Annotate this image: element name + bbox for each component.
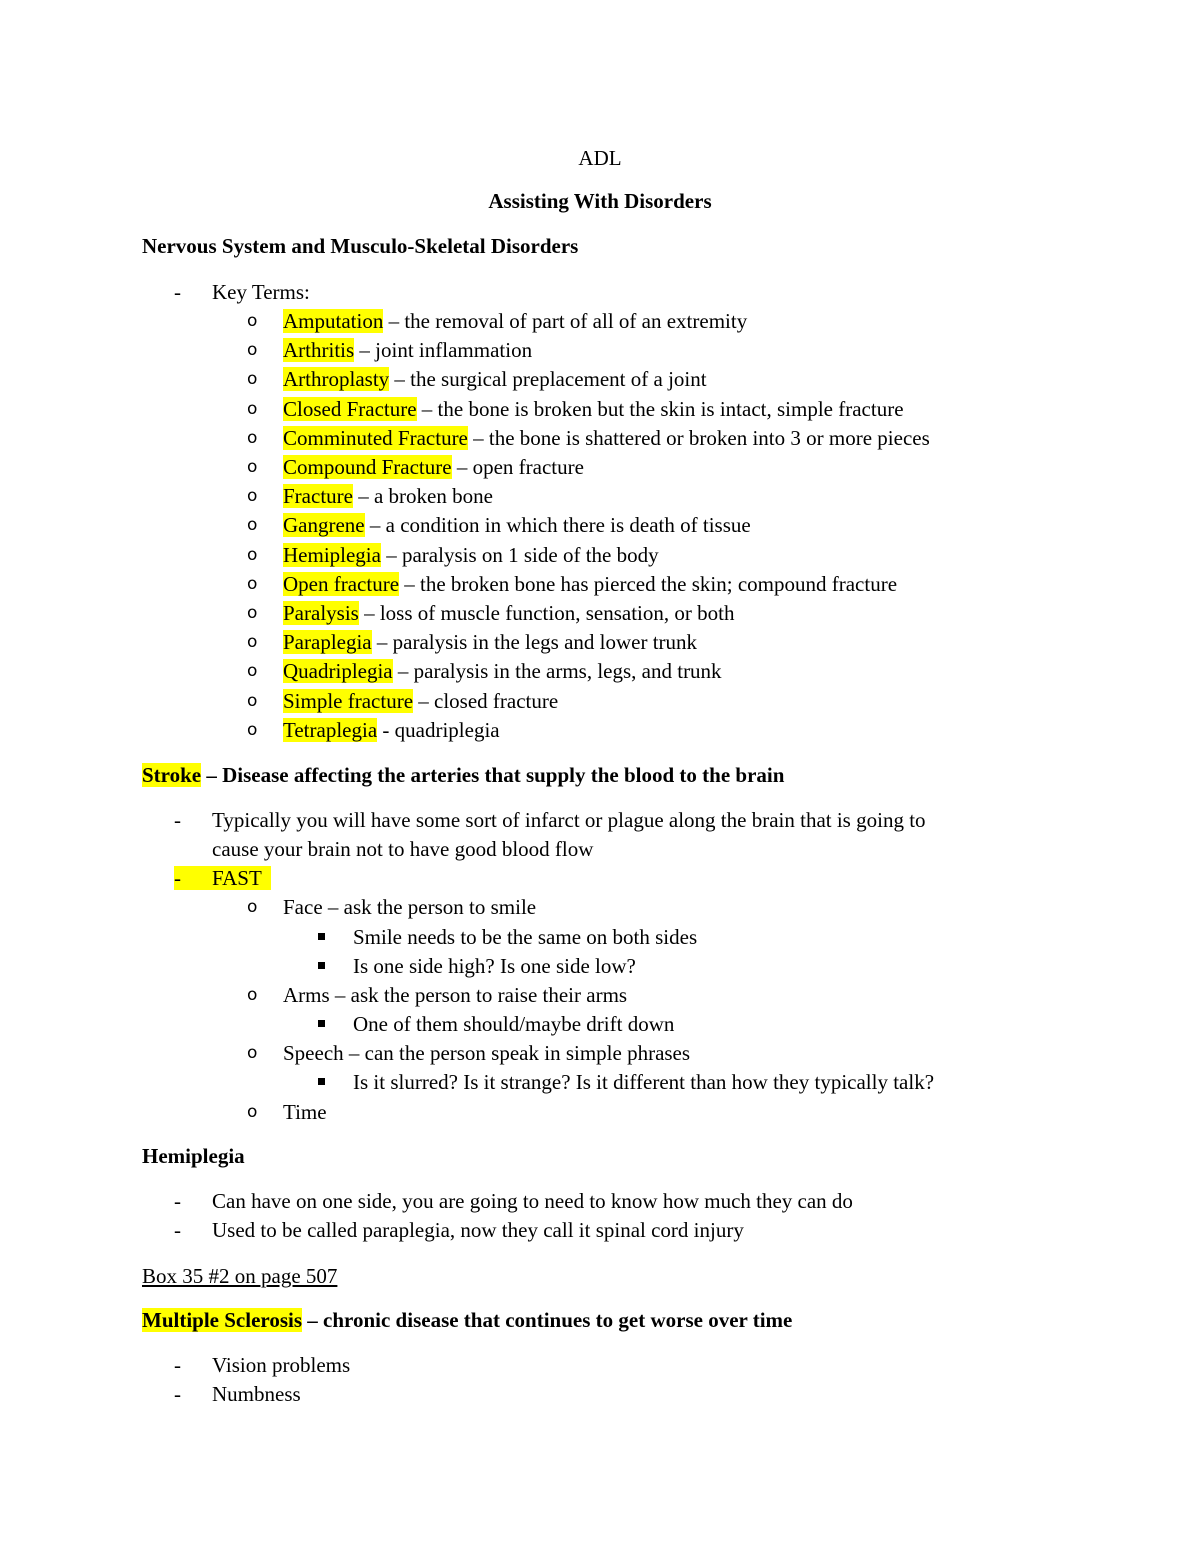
circle-bullet: o bbox=[247, 340, 258, 360]
key-term-text bbox=[283, 367, 707, 391]
square-bullet bbox=[318, 933, 325, 940]
key-term-definition: – joint inflammation bbox=[354, 338, 533, 362]
key-term-text bbox=[283, 718, 500, 742]
ms-heading bbox=[142, 1308, 792, 1332]
stroke-term: Stroke bbox=[142, 763, 202, 787]
stroke-definition: – Disease affecting the arteries that supply the blood to the brain bbox=[201, 763, 785, 787]
circle-bullet: o bbox=[247, 369, 258, 389]
circle-bullet: o bbox=[247, 486, 258, 506]
ms-definition: – chronic disease that continues to get worse over time bbox=[302, 1308, 793, 1332]
key-term-text bbox=[283, 309, 747, 333]
square-bullet bbox=[318, 1020, 325, 1027]
key-term-name: Paralysis bbox=[283, 601, 359, 625]
key-term-definition: – the bone is shattered or broken into 3 or more pieces bbox=[467, 426, 930, 450]
circle-bullet: o bbox=[247, 515, 258, 535]
key-term-text bbox=[283, 689, 558, 713]
key-term-definition: – paralysis in the arms, legs, and trunk bbox=[392, 659, 722, 683]
fast-bullet bbox=[174, 866, 271, 890]
key-term-name: Tetraplegia bbox=[283, 718, 378, 742]
key-term-name: Arthritis bbox=[283, 338, 355, 362]
hemiplegia-heading: Hemiplegia bbox=[142, 1144, 245, 1168]
key-term-text bbox=[283, 572, 897, 596]
key-term-text bbox=[283, 455, 584, 479]
circle-bullet: o bbox=[247, 1043, 258, 1063]
circle-bullet: o bbox=[247, 720, 258, 740]
square-bullet bbox=[318, 962, 325, 969]
fast-face-text: Face – ask the person to smile bbox=[283, 895, 537, 919]
key-term-text bbox=[283, 659, 722, 683]
key-term-name: Compound Fracture bbox=[283, 455, 452, 479]
circle-bullet: o bbox=[247, 457, 258, 477]
key-term-definition: – paralysis in the legs and lower trunk bbox=[371, 630, 698, 654]
key-term-definition: – the surgical preplacement of a joint bbox=[389, 367, 707, 391]
key-term-name: Fracture bbox=[283, 484, 353, 508]
dash-bullet: - bbox=[174, 1353, 181, 1377]
key-term-text bbox=[283, 513, 751, 537]
key-term-name: Amputation bbox=[283, 309, 384, 333]
dash-bullet: - bbox=[174, 808, 181, 832]
section-heading: Nervous System and Musculo-Skeletal Disorders bbox=[142, 234, 579, 258]
key-term-text bbox=[283, 630, 697, 654]
stroke-bullet-1-line-1: Typically you will have some sort of infarct or plague along the brain that is going to bbox=[212, 808, 926, 832]
stroke-heading bbox=[142, 763, 784, 787]
key-term-definition: – the bone is broken but the skin is intact, simple fracture bbox=[416, 397, 904, 421]
dash-bullet: - bbox=[174, 1218, 181, 1242]
ms-bullet-2-text: Numbness bbox=[212, 1382, 301, 1406]
key-term-name: Arthroplasty bbox=[283, 367, 390, 391]
dash-bullet: - bbox=[174, 866, 181, 890]
key-term-text bbox=[283, 543, 659, 567]
page-subtitle: Assisting With Disorders bbox=[488, 189, 712, 213]
ms-bullet-1-text: Vision problems bbox=[212, 1353, 351, 1377]
fast-face-sub-2-text: Is one side high? Is one side low? bbox=[353, 954, 636, 978]
key-term-name: Open fracture bbox=[283, 572, 400, 596]
circle-bullet: o bbox=[247, 399, 258, 419]
fast-speech-text: Speech – can the person speak in simple phrases bbox=[283, 1041, 691, 1065]
key-terms-label: Key Terms: bbox=[212, 280, 310, 304]
key-term-name: Quadriplegia bbox=[283, 659, 393, 683]
fast-time-text: Time bbox=[283, 1100, 327, 1124]
key-term-name: Simple fracture bbox=[283, 689, 414, 713]
fast-label: FAST bbox=[212, 866, 262, 890]
fast-arms-text: Arms – ask the person to raise their arms bbox=[283, 983, 628, 1007]
ms-term: Multiple Sclerosis bbox=[142, 1308, 303, 1332]
key-term-text bbox=[283, 484, 493, 508]
key-term-definition: – closed fracture bbox=[413, 689, 559, 713]
key-term-name: Gangrene bbox=[283, 513, 365, 537]
circle-bullet: o bbox=[247, 1102, 258, 1122]
dash-bullet: - bbox=[174, 280, 181, 304]
page-title: ADL bbox=[578, 146, 622, 170]
key-term-name: Closed Fracture bbox=[283, 397, 417, 421]
key-term-text bbox=[283, 397, 904, 421]
circle-bullet: o bbox=[247, 661, 258, 681]
key-term-name: Paraplegia bbox=[283, 630, 372, 654]
key-term-definition: – paralysis on 1 side of the body bbox=[380, 543, 659, 567]
stroke-bullet-1-line-2: cause your brain not to have good blood flow bbox=[212, 837, 594, 861]
circle-bullet: o bbox=[247, 603, 258, 623]
key-term-definition: – open fracture bbox=[451, 455, 584, 479]
key-term-text bbox=[283, 338, 532, 362]
box-reference: Box 35 #2 on page 507 bbox=[142, 1264, 338, 1288]
fast-arms-sub-1-text: One of them should/maybe drift down bbox=[353, 1012, 675, 1036]
circle-bullet: o bbox=[247, 574, 258, 594]
circle-bullet: o bbox=[247, 897, 258, 917]
circle-bullet: o bbox=[247, 545, 258, 565]
circle-bullet: o bbox=[247, 311, 258, 331]
key-term-definition: – loss of muscle function, sensation, or both bbox=[358, 601, 735, 625]
circle-bullet: o bbox=[247, 985, 258, 1005]
fast-face-sub-1-text: Smile needs to be the same on both sides bbox=[353, 925, 698, 949]
hemiplegia-bullet-2-text: Used to be called paraplegia, now they call it spinal cord injury bbox=[212, 1218, 744, 1242]
key-term-definition: – a condition in which there is death of tissue bbox=[364, 513, 751, 537]
key-term-name: Comminuted Fracture bbox=[283, 426, 468, 450]
circle-bullet: o bbox=[247, 632, 258, 652]
key-term-text bbox=[283, 601, 734, 625]
circle-bullet: o bbox=[247, 428, 258, 448]
key-term-definition: - quadriplegia bbox=[377, 718, 500, 742]
circle-bullet: o bbox=[247, 691, 258, 711]
hemiplegia-bullet-1-text: Can have on one side, you are going to need to know how much they can do bbox=[212, 1189, 853, 1213]
key-term-text bbox=[283, 426, 930, 450]
key-term-name: Hemiplegia bbox=[283, 543, 381, 567]
fast-speech-sub-1-text: Is it slurred? Is it strange? Is it different than how they typically talk? bbox=[353, 1070, 935, 1094]
key-term-definition: – the removal of part of all of an extremity bbox=[383, 309, 748, 333]
square-bullet bbox=[318, 1078, 325, 1085]
key-term-definition: – the broken bone has pierced the skin; compound fracture bbox=[399, 572, 898, 596]
key-term-definition: – a broken bone bbox=[352, 484, 493, 508]
dash-bullet: - bbox=[174, 1382, 181, 1406]
dash-bullet: - bbox=[174, 1189, 181, 1213]
